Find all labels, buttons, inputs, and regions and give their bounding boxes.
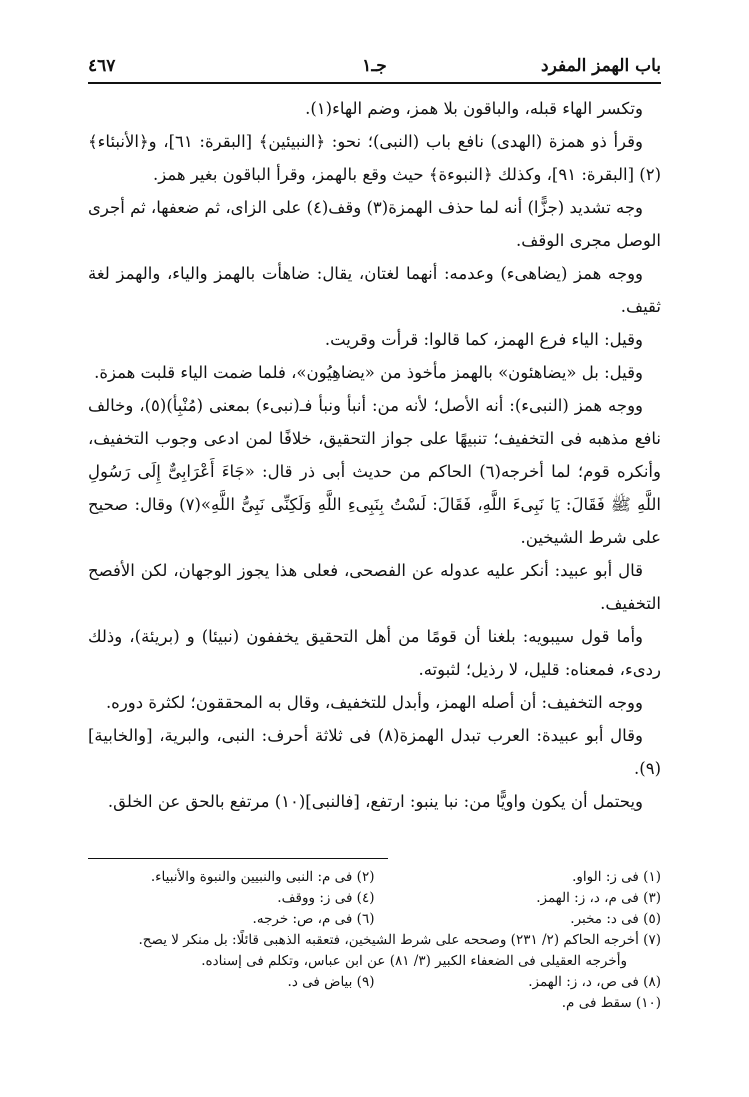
footnote-row	[88, 972, 661, 993]
paragraph: وجه تشديد (جزًّا) أنه لما حذف الهمزة(٣) وقف(٤) على الزاى، ثم ضعفها، ثم أجرى الوصل مجرى الوقف.	[88, 198, 661, 250]
footnote: (٨) فى ص، د، ز: الهمز.	[528, 974, 661, 990]
paragraph: وقيل: بل «يضاهئون» بالهمز مأخوذ من «يضاهِيُون»، فلما ضمت الياء قلبت همزة.	[94, 363, 643, 382]
paragraph: ووجه همز (يضاهىء) وعدمه: أنهما لغتان، يقال: ضاهأت بالهمز والياء، والهمز لغة ثقيف.	[88, 264, 661, 316]
page-number: ٤٦٧	[88, 56, 116, 76]
paragraph: ووجه التخفيف: أن أصله الهمز، وأبدل للتخفيف، وقال به المحققون؛ لكثرة دوره.	[105, 693, 643, 712]
paragraph: ووجه همز (النبىء): أنه الأصل؛ لأنه من: أنبأ ونبأ فـ(نبىء) بمعنى (مُنْبِأ)(٥)، وخالف نافع مذهبه فى التخفيف؛ تنبيهًا على جواز التحقيق، خلافًا لمن ادعى وجوب التخفيف، وأنكره قوم؛ لما أخرجه(٦) الحاكم من حديث أبى ذر قال: «جَاءَ أَعْرَابِىٌّ إِلَى رَسُولِ اللَّهِ ﷺ فَقَالَ: يَا نَبِىءَ اللَّهِ، فَقَالَ: لَسْتُ بِنَبِىءِ اللَّهِ وَلَكِنِّى نَبِىُّ اللَّهِ»(٧) وقال: صحيح على شرط الشيخين.	[88, 396, 661, 547]
footnote-row	[88, 888, 661, 909]
paragraph: وقال أبو عبيدة: العرب تبدل الهمزة(٨) فى ثلاثة أحرف: النبى، والبرية، [والخابية](٩).	[88, 726, 661, 778]
footnote: (٦) فى م، ص: خرجه.	[252, 911, 375, 927]
footnote: (١) فى ز: الواو.	[572, 869, 661, 885]
footnote: (٣) فى م، د، ز: الهمز.	[536, 890, 661, 906]
volume-label: جـ١	[362, 56, 387, 76]
footnote: (٢) فى م: النبى والنبيين والنبوة والأنبياء.	[150, 869, 375, 885]
footnote: (٥) فى د: مخبر.	[570, 911, 661, 927]
main-text	[88, 92, 661, 818]
footnote-separator	[88, 858, 388, 859]
running-header	[88, 50, 661, 84]
header-divider	[88, 82, 661, 84]
footnote-row	[88, 867, 661, 888]
footnotes	[88, 867, 661, 1014]
footnote: (٩) بياض فى د.	[287, 974, 375, 990]
paragraph: وقيل: الياء فرع الهمز، كما قالوا: قرأت وقريت.	[324, 330, 643, 349]
chapter-title: باب الهمز المفرد	[541, 56, 661, 76]
footnote: (١٠) سقط فى م.	[561, 995, 661, 1011]
paragraph: ويحتمل أن يكون واويًّا من: نبا ينبو: ارتفع، [فالنبى](١٠) مرتفع بالحق عن الخلق.	[107, 792, 643, 811]
footnote-continuation: وأخرجه العقيلى فى الضعفاء الكبير (٣/ ٨١) عن ابن عباس، وتكلم فى إسناده.	[201, 953, 627, 969]
footnote: (٤) فى ز: ووقف.	[277, 890, 375, 906]
paragraph: قال أبو عبيد: أنكر عليه عدوله عن الفصحى، فعلى هذا يجوز الوجهان، لكن الأفصح التخفيف.	[88, 561, 661, 613]
footnote-row	[88, 909, 661, 930]
paragraph: وأما قول سيبويه: بلغنا أن قومًا من أهل التحقيق يخففون (نبيئا) و (بريئة)، وذلك ردىء، فمعناه: قليل، لا رذيل؛ لثبوته.	[88, 627, 661, 679]
footnote: (٧) أخرجه الحاكم (٢/ ٢٣١) وصححه على شرط الشيخين، فتعقبه الذهبى قائلًا: بل منكر لا يصح.	[138, 932, 661, 948]
paragraph: وتكسر الهاء قبله، والباقون بلا همز، وضم الهاء(١).	[305, 99, 643, 118]
paragraph: وقرأ ذو همزة (الهدى) نافع باب (النبى)؛ نحو: ﴿النبيئين﴾ [البقرة: ٦١]، و﴿الأنبئاء﴾(٢) [البقرة: ٩١]، وكذلك ﴿النبوءة﴾ حيث وقع بالهمز، وقرأ الباقون بغير همز.	[88, 132, 661, 184]
